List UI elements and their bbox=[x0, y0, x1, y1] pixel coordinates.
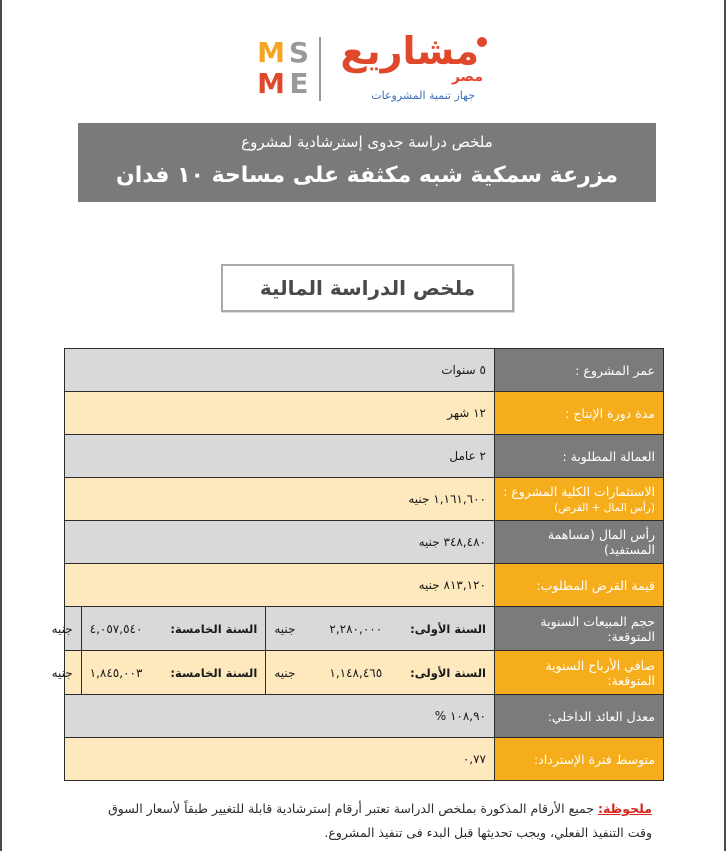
msme-logo-mark bbox=[257, 36, 313, 100]
year5-group bbox=[82, 651, 266, 694]
section-heading bbox=[221, 264, 514, 312]
row-label-sub: (رأس المال + القرض) bbox=[554, 502, 655, 514]
year5-label: السنة الخامسة: bbox=[170, 621, 258, 636]
logo-letter-m1: M bbox=[257, 36, 285, 69]
table-row-loan bbox=[65, 564, 664, 607]
brand-name: مشاريع bbox=[340, 29, 479, 73]
financial-summary-table bbox=[51, 348, 664, 781]
table-row-irr bbox=[65, 695, 664, 738]
row-value-split bbox=[51, 651, 495, 695]
row-label: مدة دورة الإنتاج : bbox=[495, 392, 664, 435]
note-label: ملحوظة: bbox=[597, 801, 652, 816]
year1-value: ١,١٤٨,٤٦٥ bbox=[329, 665, 383, 680]
year1-label: السنة الأولى: bbox=[410, 665, 486, 680]
row-value: ١٢ شهر bbox=[65, 392, 495, 435]
logo-letter-s: S bbox=[288, 36, 310, 69]
row-value: ٣٤٨,٤٨٠ جنيه bbox=[65, 521, 495, 564]
table-row-labor bbox=[65, 435, 664, 478]
row-label: صافي الأرباح السنوية المتوقعة: bbox=[495, 651, 664, 695]
logo-letter-m2: M bbox=[257, 67, 285, 100]
brand-country: مصر bbox=[451, 69, 483, 85]
row-value: ١,١٦١,٦٠٠ جنيه bbox=[65, 478, 495, 521]
year5-unit-cell bbox=[44, 651, 82, 694]
logo-divider bbox=[319, 37, 321, 101]
year1-unit: جنيه bbox=[274, 621, 296, 636]
year5-label: السنة الخامسة: bbox=[170, 665, 258, 680]
row-label: متوسط فترة الإسترداد: bbox=[495, 738, 664, 781]
row-label-main: الاستثمارات الكلية المشروع : bbox=[503, 484, 655, 499]
logo-letter-e: E bbox=[289, 67, 309, 100]
row-value: ١٠٨,٩٠ % bbox=[65, 695, 495, 738]
year5-group bbox=[82, 607, 266, 650]
year5-unit-cell bbox=[44, 607, 82, 650]
row-label: عمر المشروع : bbox=[495, 349, 664, 392]
table-row-annual-sales bbox=[65, 607, 664, 651]
year1-group bbox=[265, 651, 494, 694]
row-value: ٠,٧٧ bbox=[65, 738, 495, 781]
table-row-production-cycle bbox=[65, 392, 664, 435]
title-subtitle: ملخص دراسة جدوى إسترشادية لمشروع bbox=[241, 133, 493, 151]
row-value: ٢ عامل bbox=[65, 435, 495, 478]
row-value: ٥ سنوات bbox=[65, 349, 495, 392]
title-banner bbox=[78, 123, 656, 202]
table-row-net-profit bbox=[65, 651, 664, 695]
table-row-project-life bbox=[65, 349, 664, 392]
logo bbox=[257, 29, 493, 111]
row-label: قيمة القرض المطلوب: bbox=[495, 564, 664, 607]
section-title: ملخص الدراسة المالية bbox=[259, 276, 476, 300]
row-value: ٨١٣,١٢٠ جنيه bbox=[65, 564, 495, 607]
table-row-payback bbox=[65, 738, 664, 781]
year1-value: ٢,٢٨٠,٠٠٠ bbox=[329, 621, 383, 636]
year5-value: ٤,٠٥٧,٥٤٠ bbox=[89, 621, 143, 636]
brand-tagline: جهاز تنمية المشروعات bbox=[371, 89, 475, 102]
row-label: العمالة المطلوبة : bbox=[495, 435, 664, 478]
year1-unit: جنيه bbox=[274, 665, 296, 680]
year5-value: ١,٨٤٥,٠٠٣ bbox=[89, 665, 143, 680]
table-row-total-investment bbox=[65, 478, 664, 521]
year5-unit: جنيه bbox=[51, 665, 73, 680]
year1-group bbox=[265, 607, 494, 650]
row-value-split bbox=[51, 607, 495, 651]
page-border-left bbox=[0, 0, 2, 851]
note-text: جميع الأرقام المذكورة بملخص الدراسة تعتبر أرقام إسترشادية قابلة للتغيير طبقاً لأسعار السوق وقت التنفيذ الفعلي، ويجب تحديثها قبل البدء فى تنفيذ المشروع. bbox=[108, 801, 652, 840]
row-label: معدل العائد الداخلي: bbox=[495, 695, 664, 738]
disclaimer-note bbox=[92, 797, 652, 845]
page-title: مزرعة سمكية شبه مكثفة على مساحة ١٠ فدان bbox=[115, 163, 618, 188]
year5-unit: جنيه bbox=[51, 621, 73, 636]
row-label: رأس المال (مساهمة المستفيد) bbox=[495, 521, 664, 564]
year1-label: السنة الأولى: bbox=[410, 621, 486, 636]
table-row-capital bbox=[65, 521, 664, 564]
row-label: حجم المبيعات السنوية المتوقعة: bbox=[495, 607, 664, 651]
row-label bbox=[495, 478, 664, 521]
